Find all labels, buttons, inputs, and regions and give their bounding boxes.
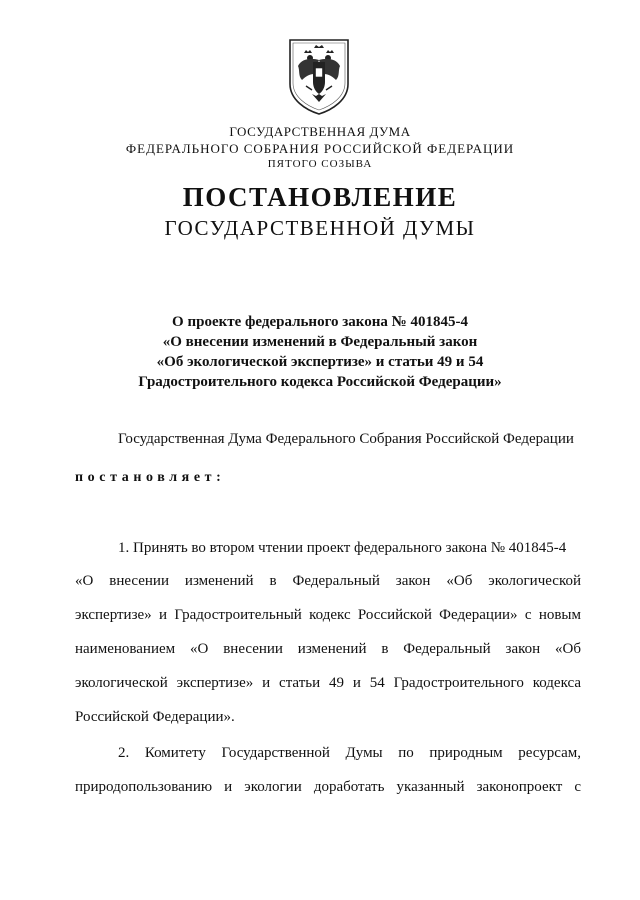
issuer-line-1: ГОСУДАРСТВЕННАЯ ДУМА [229,124,411,139]
item-1-line: 1. Принять во втором чтении проект федерального закона № 401845-4 [118,540,567,556]
document-title: ПОСТАНОВЛЕНИЕ [182,182,458,212]
convocation-line: ПЯТОГО СОЗЫВА [267,158,373,170]
subject-line: Градостроительного кодекса Российской Федерации» [138,374,502,390]
item-2-line: 2. Комитету Государственной Думы по природным ресурсам, [118,745,581,761]
double-headed-eagle-icon [286,36,352,116]
preamble-text: Государственная Дума Федерального Собрания Российской Федерации [118,431,574,447]
subject-line: «О внесении изменений в Федеральный закон [162,334,478,350]
item-1-line: Российской Федерации». [75,709,235,725]
coat-of-arms-emblem [286,36,352,116]
document-subtitle: ГОСУДАРСТВЕННОЙ ДУМЫ [164,216,476,240]
item-1-line: наименованием «О внесении изменений в Федеральный закон «Об [75,641,581,657]
issuer-line-2: ФЕДЕРАЛЬНОГО СОБРАНИЯ РОССИЙСКОЙ ФЕДЕРАЦИИ [125,141,515,156]
resolution-subject [0,312,640,392]
item-2-line: природопользованию и экологии доработать указанный законопроект с [75,779,581,795]
subject-line: «Об экологической экспертизе» и статьи 49 и 54 [156,354,484,370]
item-1-line: экспертизе» и Градостроительный кодекс Российской Федерации» с новым [75,607,581,623]
resolves-keyword: постановляет: [75,470,226,485]
item-1-line: «О внесении изменений в Федеральный закон «Об экологической [75,573,581,589]
item-1-line: экологической экспертизе» и статьи 49 и 54 Градостроительного кодекса [75,675,581,691]
subject-line: О проекте федерального закона № 401845-4 [172,314,468,330]
